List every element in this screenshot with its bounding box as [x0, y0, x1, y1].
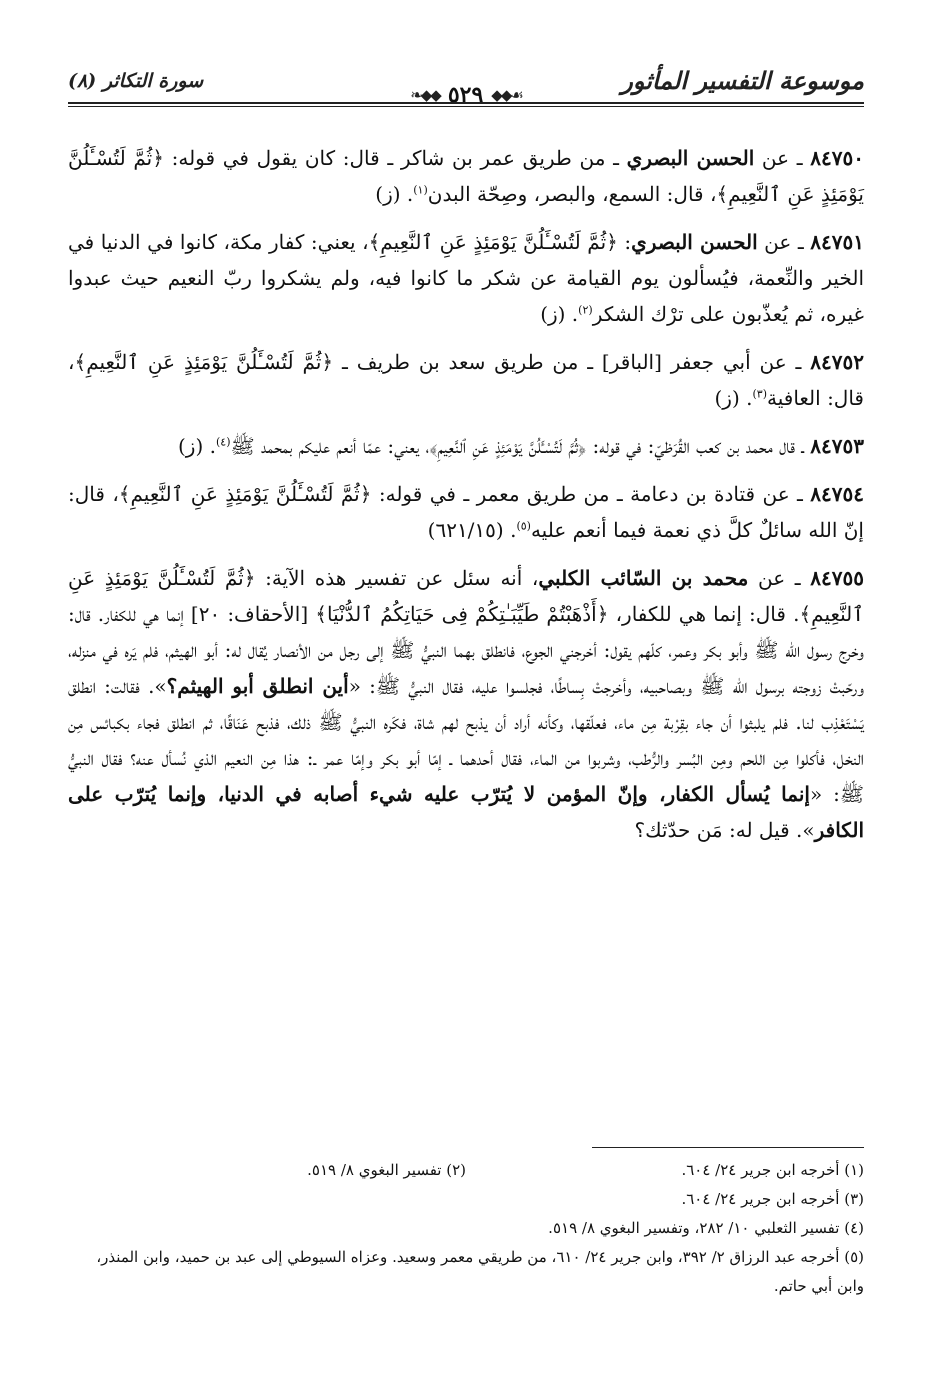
book-title: موسوعة التفسير المأثور: [621, 66, 864, 95]
entry-text: . (٦٢١/١٥): [427, 518, 517, 542]
page-number-group: [410, 82, 522, 108]
quran-quote: ﴿ثُمَّ لَتُسْـَٔلُنَّ يَوْمَئِذٍ عَنِ ٱلنَّعِيمِ﴾: [74, 350, 334, 374]
entry-text: ، يعني: عمّا أنعم عليكم بمحمد ﷺ: [230, 434, 430, 458]
footnote-3: (٣) أخرجه ابن جرير ٢٤/ ٦٠٤.: [681, 1190, 864, 1208]
footnote-1: (١) أخرجه ابن جرير ٢٤/ ٦٠٤.: [681, 1161, 864, 1179]
ornament-left-icon: ❧◆◆: [410, 86, 440, 104]
entry-number: ٨٤٧٥٢: [810, 350, 864, 374]
hadith-text: أين انطلق أبو الهيثم؟: [166, 674, 349, 698]
entry-number: ٨٤٧٥٣: [810, 434, 864, 458]
entry-number: ٨٤٧٥٤: [810, 482, 864, 506]
footnote-4: (٤) تفسير الثعلبي ١٠/ ٢٨٢، وتفسير البغوي ٨/ ٥١٩.: [548, 1219, 864, 1237]
footnote-ref: (٤): [215, 435, 231, 449]
quran-quote: ﴿ثُمَّ لَتُسْـَٔلُنَّ يَوْمَئِذٍ عَنِ ٱلنَّعِيمِ﴾: [429, 434, 587, 458]
entry: [68, 224, 864, 332]
page-header: [68, 58, 864, 108]
narrator-name: الحسن البصري: [631, 230, 758, 254]
footnote-5: (٥) أخرجه عبد الرزاق ٢/ ٣٩٢، وابن جرير ٢٤/ ٦١٠، من طريقي معمر وسعيد. وعزاه السيوطي إلى عبد بن حميد، وابن المنذر، وابن أبي حاتم.: [96, 1248, 864, 1295]
footnote-ref: (٥): [516, 519, 531, 533]
entry-text: ـ قال محمد بن كعب القُرَظيّ: في قوله:: [586, 434, 811, 458]
hadith-text: إنما يُسأل الكفار، وإنّ المؤمن لا يُترّب عليه شيء أصابه في الدنيا، وإنما يُترّب على الكافر: [68, 782, 864, 842]
entry-text: . (ز): [540, 302, 579, 326]
entry-text: ، يعني: كفار مكة، كانوا في الدنيا في الخير والنِّعمة، فيُسألون يوم القيامة عن شكر ما كانوا فيه، ولم يشكروا ربّ النعيم حيث عبدوا غيره، ثم يُعذّبون على ترْك الشكر: [68, 230, 864, 326]
surah-label: سورة التكاثر (٨): [68, 70, 204, 92]
header-rule-thin: [68, 106, 864, 107]
entry-text: ـ من طريق عمر بن شاكر ـ قال: كان يقول في قوله:: [163, 146, 627, 170]
footnotes: [68, 1156, 864, 1301]
footnote-ref: (١): [413, 183, 428, 197]
entry: [68, 428, 864, 464]
footnote-2: (٢) تفسير البغوي ٨/ ٥١٩.: [307, 1161, 466, 1179]
quran-quote: ﴿أَذْهَبْتُمْ طَيِّبَـٰتِكُمْ فِى حَيَاتِكُمُ ٱلدُّنْيَا﴾: [315, 602, 609, 626]
page-number: ٥٢٩: [447, 82, 484, 108]
entry-text: ، قال: السمع، والبصر، وصِحّة البدن: [427, 182, 717, 206]
ornament-right-icon: ◆◆☙: [491, 86, 522, 104]
entry-text: ـ عن: [748, 566, 811, 590]
entry-text: :: [617, 230, 632, 254]
entry-text: ، قال: العافية: [68, 350, 864, 410]
entry-text: ـ عن: [757, 230, 811, 254]
entry-number: ٨٤٧٥١: [810, 230, 864, 254]
entry-text: ». قيل له: مَن حدّثك؟: [634, 818, 815, 842]
entries-list: [68, 140, 864, 848]
entry-text: . (ز): [375, 182, 414, 206]
entry-number: ٨٤٧٥٠: [810, 146, 864, 170]
entry-text: [الأحقاف: ٢٠] إنما هي للكفار. قال: وخرج رسول الله ﷺ وأبو بكر وعمر، كلّهم يقول: أخرجني الجوع، فانطلق بهما النبيُّ ﷺ إلى رجل من الأنصار يُقال له: أبو الهيثم، فلم يَره في منزله، ورحّبتْ زوجته برسول الله ﷺ وبصاحبيه، وأخرجتْ بِساطًا، فجلسوا عليه، فقال النبيُّ ﷺ: «: [68, 602, 865, 698]
entry: [68, 476, 864, 548]
footnote-row: [68, 1156, 864, 1185]
entry-text: ـ عن: [754, 146, 811, 170]
entry-text: . (ز): [714, 386, 753, 410]
narrator-name: محمد بن السّائب الكلبي: [538, 566, 749, 590]
entry-number: ٨٤٧٥٥: [810, 566, 864, 590]
narrator-name: الحسن البصري: [626, 146, 755, 170]
entry-text: . (ز): [178, 434, 216, 458]
entry-text: ». فقالت: انطلق يَسْتَعْذِب لنا. فلم يلبثوا أن جاء بقِرْبة مِن ماء، فعلّقها، وكأنه أراد أن يذبح لهم شاة، فكَره النبيُّ ﷺ ذلك، فذبح عَنَاقًا، ثم انطلق فجاء بكبائس مِن النخل، فأكلوا مِن اللحم ومِن البُسر والرُّطب، وشربوا من الماء، فقال أحدهما ـ إمّا أبو بكر وإمّا عمر ـ: هذا مِن النعيم الذي نُسأل عنه؟ فقال النبيُّ ﷺ: «: [68, 674, 864, 806]
entry: [68, 344, 864, 416]
entry-text: ، قال: إنّ الله سائلٌ كلَّ ذي نعمة فيما أنعم عليه: [68, 482, 864, 542]
header-rule: [68, 102, 864, 104]
footnote-ref: (٣): [752, 387, 767, 401]
entry-text: ـ عن قتادة بن دعامة ـ من طريق معمر ـ في قوله:: [371, 482, 811, 506]
quran-quote: ﴿ثُمَّ لَتُسْـَٔلُنَّ يَوْمَئِذٍ عَنِ ٱلنَّعِيمِ﴾: [118, 482, 372, 506]
entry-text: ، أنه سئل عن تفسير هذه الآية:: [255, 566, 539, 590]
entry: [68, 140, 864, 212]
entry-text: . قال: إنما هي للكفار،: [608, 602, 800, 626]
quran-quote: ﴿ثُمَّ لَتُسْـَٔلُنَّ يَوْمَئِذٍ عَنِ ٱلنَّعِيمِ﴾: [68, 566, 864, 626]
quran-quote: ﴿ثُمَّ لَتُسْـَٔلُنَّ يَوْمَئِذٍ عَنِ ٱلنَّعِيمِ﴾: [368, 230, 618, 254]
entry-text: ـ عن أبي جعفر [الباقر] ـ من طريق سعد بن طريف ـ: [333, 350, 811, 374]
quran-quote: ﴿ثُمَّ لَتُسْـَٔلُنَّ يَوْمَئِذٍ عَنِ ٱلنَّعِيمِ﴾: [68, 146, 864, 206]
footnote-ref: (٢): [578, 303, 593, 317]
entry: [68, 560, 864, 848]
footnote-separator: [592, 1147, 864, 1148]
